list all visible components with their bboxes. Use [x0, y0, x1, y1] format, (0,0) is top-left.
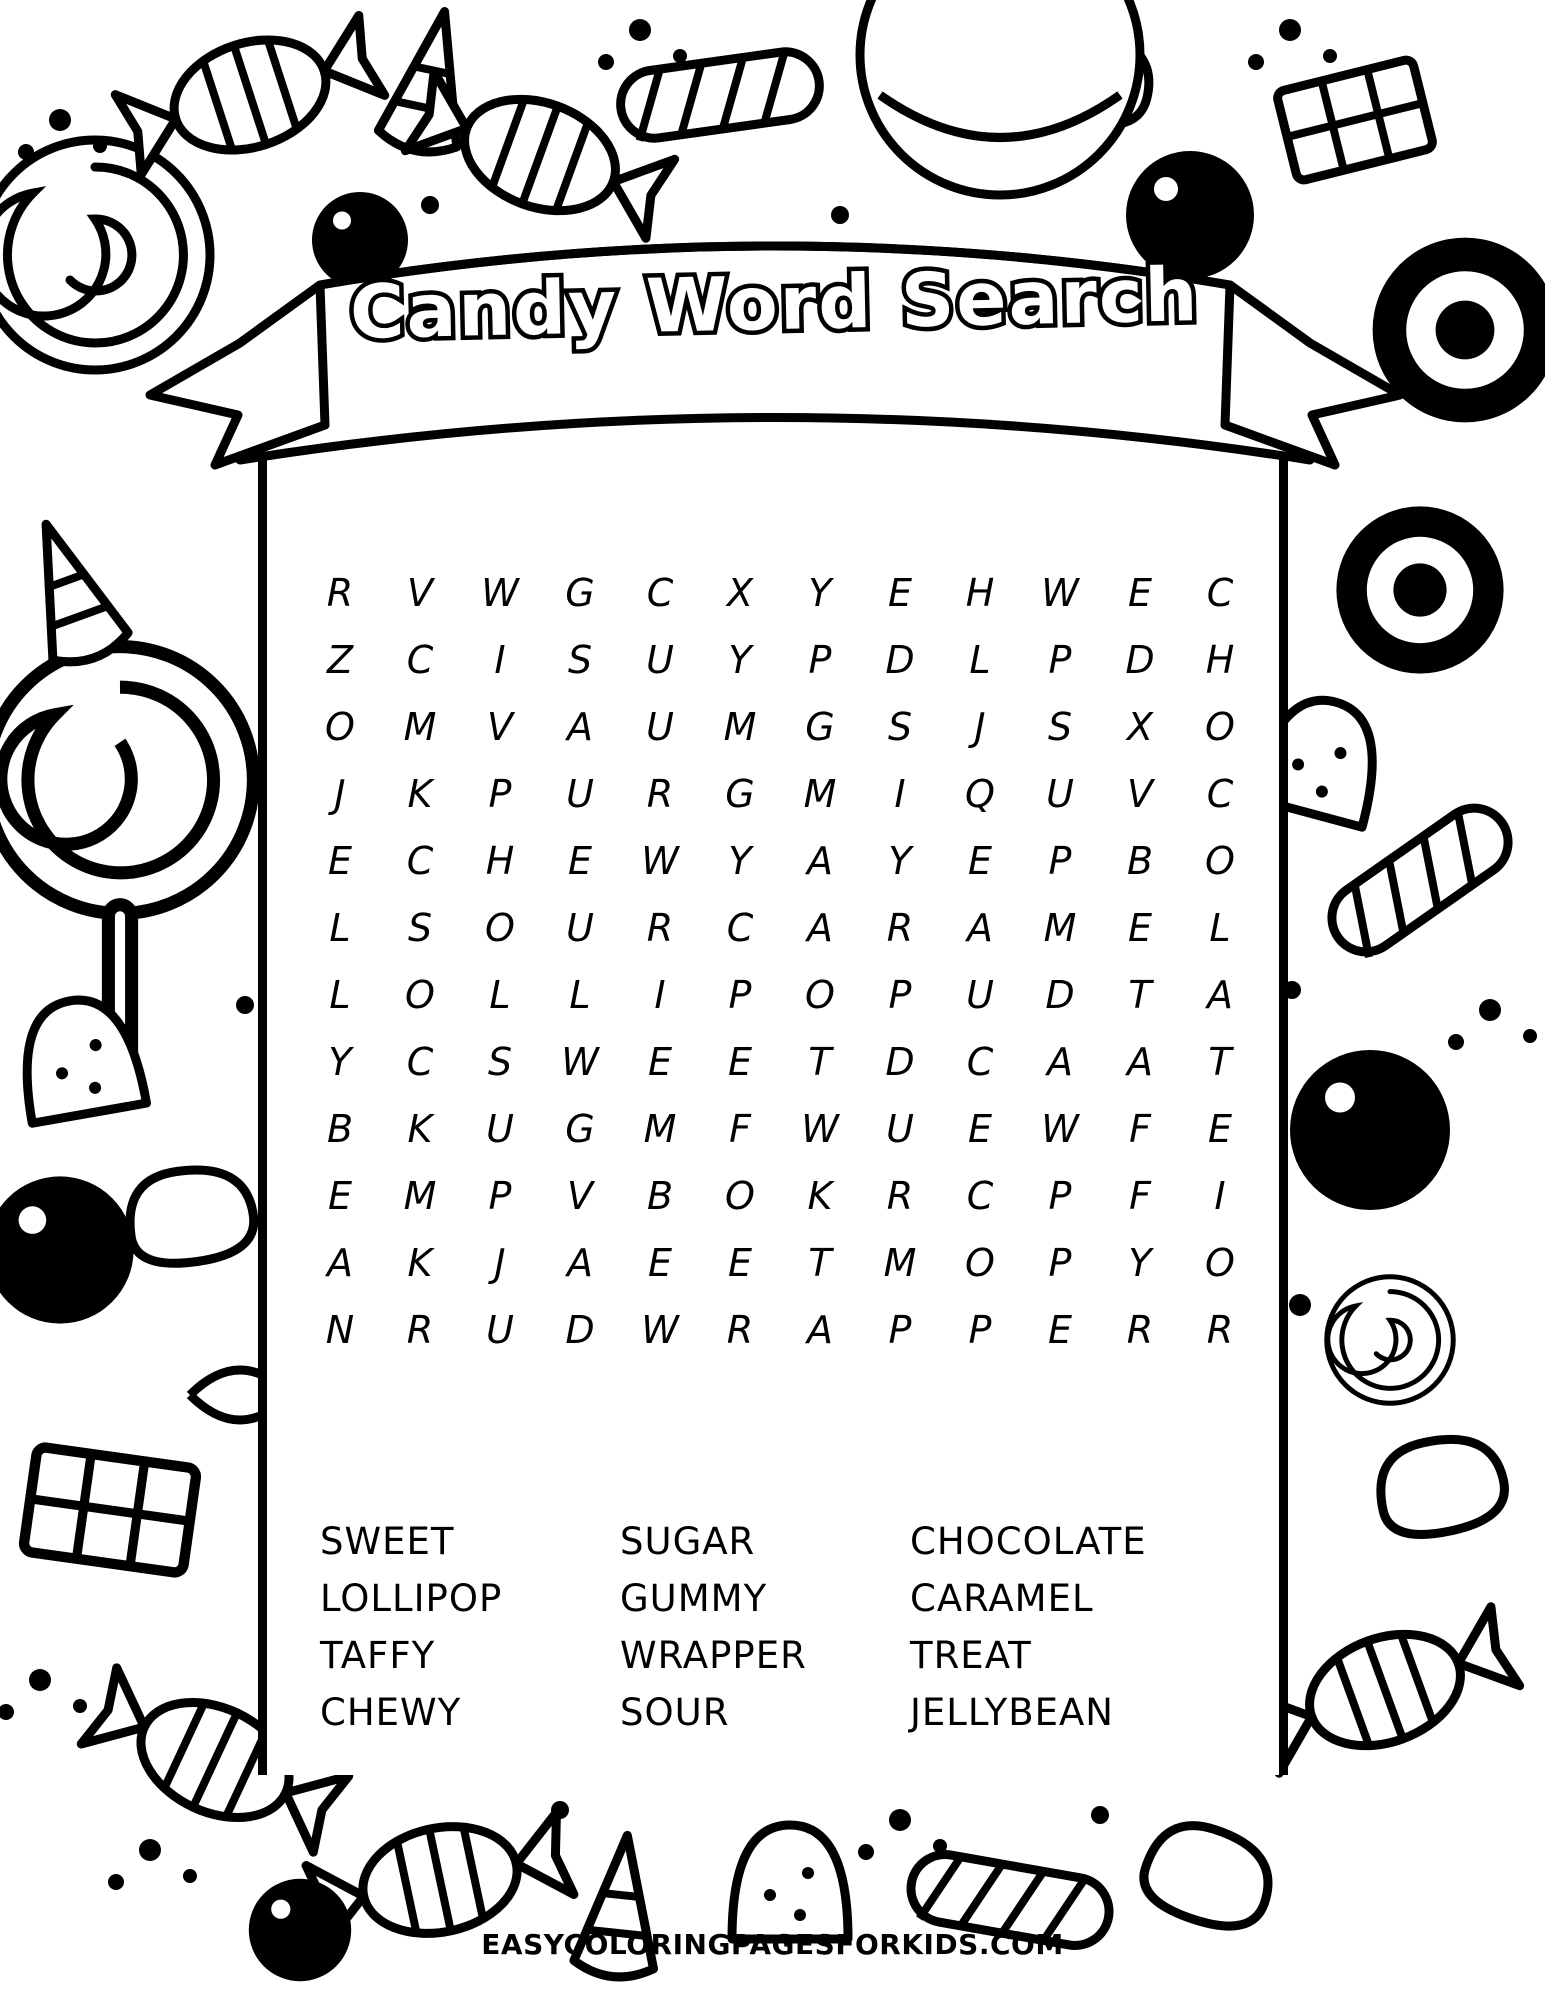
word-list-item: TREAT: [910, 1634, 1032, 1677]
footer-url: EASYCOLORINGPAGESFORKIDS.COM: [481, 1928, 1064, 1961]
grid-cell: G: [565, 571, 595, 615]
grid-cell: R: [646, 906, 674, 950]
grid-cell: R: [326, 571, 354, 615]
grid-cell: O: [805, 973, 835, 1017]
grid-cell: T: [808, 1241, 832, 1285]
word-list-item: JELLYBEAN: [910, 1691, 1114, 1734]
grid-cell: R: [1126, 1308, 1154, 1352]
grid-cell: L: [329, 973, 351, 1017]
grid-cell: V: [487, 705, 513, 749]
grid-cell: U: [566, 906, 594, 950]
grid-cell: L: [489, 973, 511, 1017]
grid-cell: C: [406, 1040, 434, 1084]
grid-cell: F: [1129, 1174, 1151, 1218]
grid-cell: E: [647, 1040, 672, 1084]
grid-cell: E: [647, 1241, 672, 1285]
grid-cell: B: [326, 1107, 354, 1151]
grid-cell: E: [1127, 906, 1152, 950]
grid-cell: U: [646, 705, 674, 749]
grid-cell: O: [1205, 839, 1235, 883]
grid-cell: O: [1205, 1241, 1235, 1285]
title-banner: [120, 225, 1430, 515]
grid-cell: S: [567, 638, 593, 682]
grid-cell: B: [646, 1174, 674, 1218]
grid-cell: Y: [808, 571, 832, 615]
word-list-item: SUGAR: [620, 1520, 756, 1563]
grid-cell: E: [887, 571, 912, 615]
grid-cell: A: [807, 1308, 833, 1352]
grid-cell: Z: [326, 638, 354, 682]
grid-cell: S: [887, 705, 913, 749]
grid-cell: W: [801, 1107, 839, 1151]
word-search-grid: [300, 560, 1260, 1364]
grid-cell: P: [1048, 1174, 1072, 1218]
grid-cell: W: [641, 839, 679, 883]
grid-cell: W: [1041, 571, 1079, 615]
grid-cell: U: [1046, 772, 1074, 816]
word-list-item: WRAPPER: [620, 1634, 807, 1677]
grid-cell: D: [1125, 638, 1155, 682]
grid-cell: O: [1205, 705, 1235, 749]
grid-cell: L: [329, 906, 351, 950]
grid-cell: Q: [965, 772, 995, 816]
grid-cell: V: [407, 571, 433, 615]
grid-cell: D: [885, 638, 915, 682]
grid-cell: R: [646, 772, 674, 816]
grid-cell: U: [886, 1107, 914, 1151]
grid-cell: D: [565, 1308, 595, 1352]
grid-cell: E: [1207, 1107, 1232, 1151]
grid-cell: E: [327, 1174, 352, 1218]
grid-cell: G: [725, 772, 755, 816]
grid-cell: C: [1206, 571, 1234, 615]
grid-cell: Y: [888, 839, 912, 883]
grid-cell: F: [1129, 1107, 1151, 1151]
grid-cell: K: [807, 1174, 833, 1218]
grid-cell: D: [1045, 973, 1075, 1017]
grid-cell: F: [729, 1107, 751, 1151]
grid-cell: P: [968, 1308, 992, 1352]
grid-cell: A: [967, 906, 993, 950]
grid-cell: A: [807, 839, 833, 883]
grid-cell: I: [654, 973, 666, 1017]
grid-cell: P: [728, 973, 752, 1017]
grid-cell: V: [567, 1174, 593, 1218]
word-list-item: SWEET: [320, 1520, 455, 1563]
grid-cell: U: [566, 772, 594, 816]
grid-cell: E: [1127, 571, 1152, 615]
grid-cell: A: [567, 705, 593, 749]
grid-cell: S: [487, 1040, 513, 1084]
word-list: [320, 1520, 1260, 1734]
grid-cell: O: [965, 1241, 995, 1285]
grid-cell: O: [485, 906, 515, 950]
grid-cell: A: [567, 1241, 593, 1285]
word-list-item: LOLLIPOP: [320, 1577, 503, 1620]
word-list-item: CHOCOLATE: [910, 1520, 1147, 1563]
grid-cell: T: [1208, 1040, 1232, 1084]
grid-cell: P: [888, 1308, 912, 1352]
grid-cell: P: [1048, 839, 1072, 883]
grid-cell: L: [1209, 906, 1231, 950]
grid-cell: M: [883, 1241, 917, 1285]
grid-cell: U: [966, 973, 994, 1017]
grid-cell: J: [334, 772, 346, 816]
grid-cell: R: [726, 1308, 754, 1352]
grid-cell: B: [1126, 839, 1154, 883]
grid-cell: K: [407, 1241, 433, 1285]
word-list-item: SOUR: [620, 1691, 730, 1734]
grid-cell: M: [803, 772, 837, 816]
grid-cell: Y: [1128, 1241, 1152, 1285]
grid-cell: G: [805, 705, 835, 749]
grid-cell: D: [885, 1040, 915, 1084]
grid-cell: P: [1048, 1241, 1072, 1285]
grid-cell: U: [646, 638, 674, 682]
grid-cell: W: [481, 571, 519, 615]
grid-cell: A: [1207, 973, 1233, 1017]
grid-cell: A: [1047, 1040, 1073, 1084]
grid-cell: X: [726, 571, 754, 615]
grid-cell: I: [1214, 1174, 1226, 1218]
grid-cell: G: [565, 1107, 595, 1151]
grid-cell: A: [1127, 1040, 1153, 1084]
grid-cell: O: [325, 705, 355, 749]
grid-cell: L: [969, 638, 991, 682]
word-list-item: GUMMY: [620, 1577, 768, 1620]
grid-cell: P: [488, 772, 512, 816]
grid-cell: E: [567, 839, 592, 883]
grid-cell: E: [727, 1040, 752, 1084]
grid-cell: I: [494, 638, 506, 682]
grid-cell: W: [561, 1040, 599, 1084]
grid-cell: E: [327, 839, 352, 883]
grid-cell: N: [325, 1308, 355, 1352]
grid-cell: O: [725, 1174, 755, 1218]
grid-cell: U: [486, 1107, 514, 1151]
grid-cell: C: [406, 638, 434, 682]
grid-cell: J: [974, 705, 986, 749]
grid-cell: M: [723, 705, 757, 749]
grid-cell: T: [1128, 973, 1152, 1017]
word-list-item: CHEWY: [320, 1691, 462, 1734]
grid-cell: P: [888, 973, 912, 1017]
grid-cell: E: [1047, 1308, 1072, 1352]
grid-cell: U: [486, 1308, 514, 1352]
grid-cell: H: [1205, 638, 1235, 682]
word-list-item: TAFFY: [320, 1634, 436, 1677]
grid-cell: P: [808, 638, 832, 682]
grid-cell: C: [646, 571, 674, 615]
grid-cell: M: [403, 705, 437, 749]
grid-cell: E: [967, 1107, 992, 1151]
grid-cell: S: [1047, 705, 1073, 749]
grid-cell: O: [405, 973, 435, 1017]
grid-cell: K: [407, 772, 433, 816]
grid-cell: Y: [728, 638, 752, 682]
grid-cell: C: [1206, 772, 1234, 816]
grid-cell: C: [966, 1040, 994, 1084]
grid-cell: W: [641, 1308, 679, 1352]
word-list-item: CARAMEL: [910, 1577, 1094, 1620]
grid-cell: L: [569, 973, 591, 1017]
grid-cell: V: [1127, 772, 1153, 816]
grid-cell: H: [485, 839, 515, 883]
grid-cell: R: [886, 1174, 914, 1218]
grid-cell: M: [643, 1107, 677, 1151]
grid-cell: S: [407, 906, 433, 950]
grid-cell: I: [894, 772, 906, 816]
grid-cell: R: [1206, 1308, 1234, 1352]
grid-cell: E: [727, 1241, 752, 1285]
grid-cell: C: [726, 906, 754, 950]
grid-cell: C: [966, 1174, 994, 1218]
grid-cell: C: [406, 839, 434, 883]
grid-cell: Y: [328, 1040, 352, 1084]
grid-cell: T: [808, 1040, 832, 1084]
grid-cell: A: [807, 906, 833, 950]
grid-cell: A: [327, 1241, 353, 1285]
grid-cell: M: [403, 1174, 437, 1218]
grid-cell: E: [967, 839, 992, 883]
grid-cell: Y: [728, 839, 752, 883]
page-title-text: Candy Word Search: [349, 252, 1201, 356]
grid-cell: M: [1043, 906, 1077, 950]
grid-cell: J: [494, 1241, 506, 1285]
grid-cell: H: [965, 571, 995, 615]
grid-cell: P: [1048, 638, 1072, 682]
grid-cell: P: [488, 1174, 512, 1218]
grid-cell: R: [886, 906, 914, 950]
grid-cell: K: [407, 1107, 433, 1151]
grid-cell: R: [406, 1308, 434, 1352]
grid-cell: W: [1041, 1107, 1079, 1151]
grid-cell: X: [1126, 705, 1154, 749]
